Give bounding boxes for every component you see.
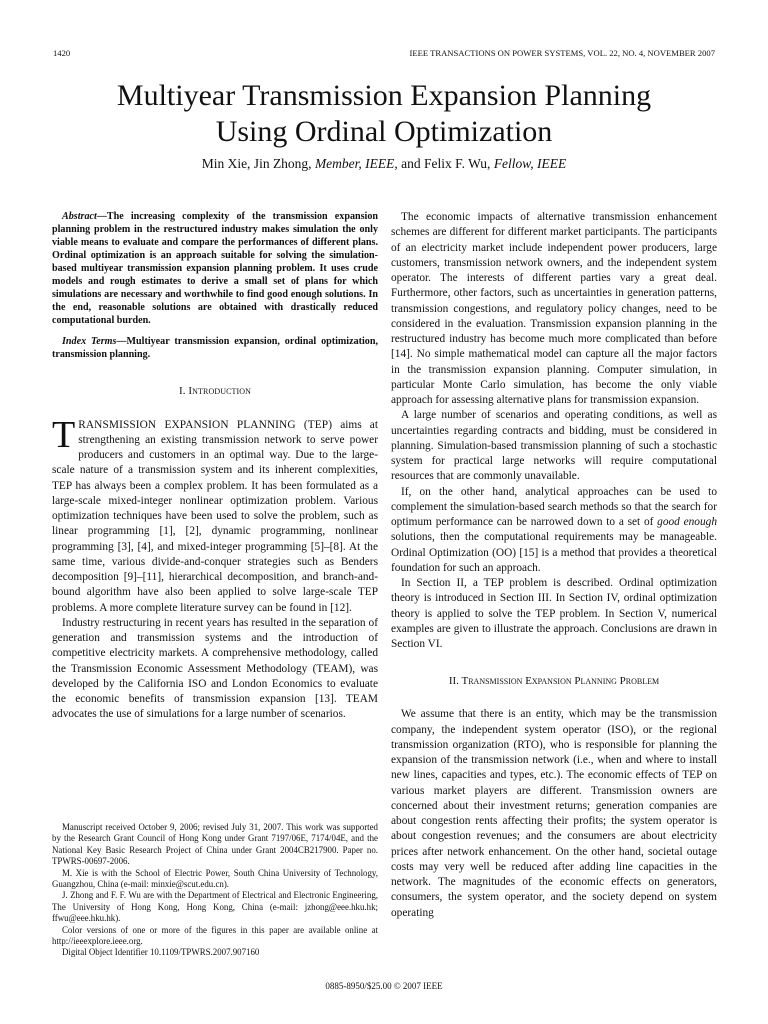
journal-name: IEEE TRANSACTIONS ON POWER SYSTEMS, VOL. 22, NO. 4, NOVEMBER 2007 (409, 48, 715, 58)
title-line-1: Multiyear Transmission Expansion Planning (116, 79, 652, 112)
left-column (52, 210, 378, 723)
index-terms-label: Index Terms (62, 336, 117, 348)
right-paragraph-1: The economic impacts of alternative transmission enhancement schemes are different for different market participants. The participants of an electricity market include independent power producers, large customers, transmission network owners, and the independent system operator. The interests of different parties vary a great deal. Furthermore, other factors, such as uncertainties in generation patterns, transmission congestions, and regulatory policy changes, need to be considered in the evaluation. Transmission expansion planning in the restructured industry has become much more complicated than before [14]. No simple mathematical model can capture all the major factors in the transmission expansion planning. Computer simulation, in particular Monte Carlo simulation, has become the only viable approach for assessing alternative plans for transmission expansion. (391, 211, 717, 406)
author-names-2: , and Felix F. Wu, (394, 156, 494, 171)
copyright-footer: 0885-8950/$25.00 © 2007 IEEE (325, 981, 443, 991)
right-paragraph-4: In Section II, a TEP problem is described. Ordinal optimization theory is introduced in Section III. In Section IV, ordinal optimization theory is applied to solve the TEP problem. In Section V, numerical examples are given to illustrate the approach. Conclusions are drawn in Section VI. (391, 577, 717, 650)
footnote-author-xie: M. Xie is with the School of Electric Power, South China University of Technology, Guangzhou, China (e-mail: minxie@scut.edu.cn). (52, 867, 378, 890)
paper-title (60, 78, 708, 150)
abstract-label: Abstract (62, 211, 97, 222)
good-enough-emphasis: good enough (657, 516, 717, 528)
author-list (60, 155, 708, 173)
footnotes (52, 822, 378, 959)
section-heading-tep-problem: II. Transmission Expansion Planning Problem (448, 675, 660, 688)
right-column (391, 210, 717, 921)
footnote-manuscript: Manuscript received October 9, 2006; revised July 31, 2007. This work was supported by the Research Grant Council of Hong Kong under Grant 7197/06E, 7174/04E, and the National Key Basic Research Project of China under Grant 2004CB217900. Paper no. TPWRS-00697-2006. (52, 822, 378, 867)
author-role-1: Member, IEEE (314, 156, 395, 171)
page-number: 1420 (53, 48, 71, 58)
author-names-1: Min Xie, Jin Zhong, (201, 156, 315, 171)
right-paragraph-3 (391, 485, 717, 577)
intro-lead-caps: RANSMISSION EXPANSION PLANNING (TEP) (78, 418, 333, 431)
author-role-2: Fellow, IEEE (493, 156, 567, 171)
right-paragraph-5: We assume that there is an entity, which may be the transmission company, the independent system operator (ISO), or the regional transmission organization (RTO), who is responsible for planning the expansion of the transmission network (i.e., when and where to install new lines, capacities and types, etc.). The economic effects of TEP on various market players are different. Transmission owners are concerned about their investment returns; generation companies are about congestion rents affecting their profits; the system operator is about congestion revenues; and the consumers are about electricity prices after network enhancement. On the other hand, societal outage costs may very well be reduced after adding line capacities in the network. The magnitudes of the economic effects on generators, consumers, the system operator, and the society depend on system operating (391, 708, 717, 919)
intro-paragraph-2: Industry restructuring in recent years has resulted in the separation of generation and transmission systems and the introduction of competitive electricity markets. A comprehensive methodology, called the Transmission Economic Assessment Methodology (TEAM), was developed by the California ISO and London Economics to evaluate the economic benefits of transmission expansion [13]. TEAM advocates the use of simulations for a large number of scenarios. (52, 616, 378, 721)
footnote-doi: Digital Object Identifier 10.1109/TPWRS.2007.907160 (62, 947, 260, 958)
index-terms (52, 335, 378, 361)
index-terms-text: —Multiyear transmission expansion, ordinal optimization, transmission planning. (52, 336, 378, 361)
drop-cap: T (52, 413, 76, 456)
footnote-color-versions: Color versions of one or more of the figures in this paper are available online at http://ieeexplore.ieee.org. (52, 924, 378, 947)
intro-paragraph-1 (52, 413, 378, 616)
section-heading-introduction: I. Introduction (178, 384, 252, 397)
running-header (53, 47, 715, 59)
footnote-authors-zhong-wu: J. Zhong and F. F. Wu are with the Department of Electrical and Electronic Engineering, The University of Hong Kong, Hong Kong, China (e-mail: jzhong@eee.hku.hk; ffwu@eee.hku.hk). (52, 890, 378, 924)
right-paragraph-3-a: If, on the other hand, analytical approaches can be used to complement the simulation-based search methods so that the search for optimum performance can be narrowed down to a set of (391, 485, 717, 528)
abstract (52, 210, 378, 327)
intro-paragraph-1-text: aims at strengthening an existing transmission network to serve power producers and customers in an optimal way. Due to the large-scale nature of a transmission system and its inherent complexities, TEP has always been a complex problem. It has been formulated as a large-scale mixed-integer nonlinear optimization problem. Various optimization techniques have been used to solve the problem, such as linear programming [1], [2], dynamic programming, nonlinear programming [3], [4], and mixed-integer programming [5]–[8]. At the same time, various divide-and-conquer strategies such as Benders decomposition [9]–[11], hierarchical decomposition, and branch-and-bound algorithm have also been applied to solve large-scale TEP problems. A more complete literature survey can be found in [12]. (52, 418, 378, 614)
right-paragraph-3-b: solutions, then the computational requirements may be manageable. Ordinal Optimization (OO) [15] is a method that provides a theoretical foundation for such an approach. (391, 531, 717, 574)
right-paragraph-2: A large number of scenarios and operating conditions, as well as uncertainties regarding contracts and bidding, must be considered in planning. Simulation-based transmission planning of such a stochastic system for practical large networks will require computational resources that are commonly unavailable. (391, 409, 717, 483)
title-line-2: Using Ordinal Optimization (215, 115, 553, 148)
abstract-text: —The increasing complexity of the transmission expansion planning problem in the restructured industry makes simulation the only viable means to evaluate and compare the performances of different plans. Ordinal optimization is an approach suitable for solving the simulation-based multiyear transmission expansion planning problem. It uses crude models and rough estimates to derive a small set of plans for which simulations are necessary and worthwhile to find good enough solutions. In the end, reasonable solutions are obtained with drastically reduced computational burden. (52, 211, 378, 327)
